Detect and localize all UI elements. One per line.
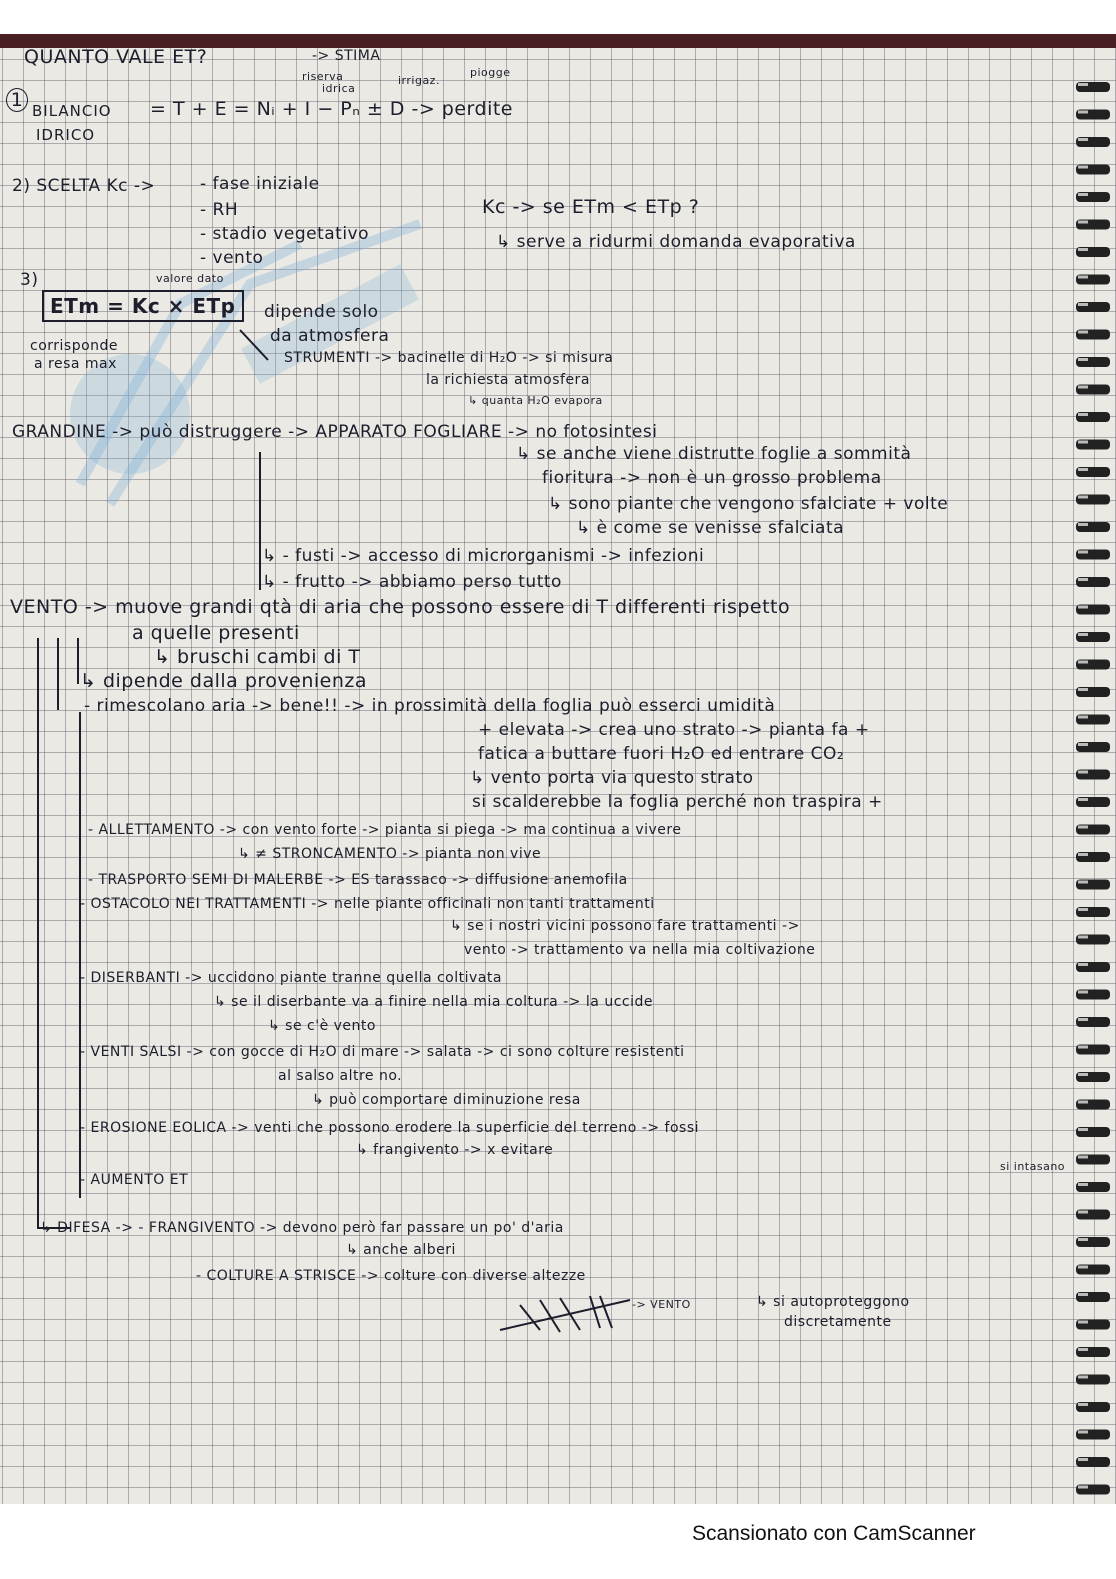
spiral-ring-highlight (1078, 1376, 1088, 1379)
note-piogge: piogge (470, 66, 511, 79)
spiral-ring-highlight (1078, 743, 1088, 746)
ostacolo-line-1: - OSTACOLO NEI TRATTAMENTI -> nelle piante officinali non tanti trattamenti (80, 896, 655, 912)
spiral-ring-highlight (1078, 1183, 1088, 1186)
page-title: QUANTO VALE ET? (24, 46, 208, 68)
grandine-frutto: ↳ - frutto -> abbiamo perso tutto (262, 572, 562, 592)
grandine-line-4: ↳ è come se venisse sfalciata (576, 518, 845, 538)
spiral-ring-highlight (1078, 963, 1088, 966)
spiral-ring-highlight (1078, 551, 1088, 554)
richiesta-line: la richiesta atmosfera (426, 372, 590, 388)
spiral-ring-highlight (1078, 386, 1088, 389)
diserbanti-line-2: ↳ se il diserbante va a finire nella mia coltura -> la uccide (214, 994, 653, 1010)
vento-line-3: ↳ dipende dalla provenienza (80, 670, 368, 692)
erosione-line-2: ↳ frangivento -> x evitare (356, 1142, 554, 1158)
spiral-ring-highlight (1078, 496, 1088, 499)
note-idrica: idrica (322, 82, 356, 95)
section-1-number: 1 (6, 88, 28, 112)
autoproteggono-line-2: discretamente (784, 1314, 892, 1330)
diserbanti-line-3: ↳ se c'è vento (268, 1018, 376, 1034)
bilancio-formula: = T + E = Nᵢ + I − Pₙ ± D -> perdite (150, 98, 513, 120)
spiral-binding (1076, 74, 1116, 1504)
spiral-ring-highlight (1078, 716, 1088, 719)
salsi-line-2: al salso altre no. (278, 1068, 403, 1084)
kc-question: Kc -> se ETm < ETp ? (482, 196, 700, 218)
vento-line-1: a quelle presenti (132, 622, 300, 644)
spiral-ring-highlight (1078, 936, 1088, 939)
erosione-line-1: - EROSIONE EOLICA -> venti che possono erodere la superficie del terreno -> fossi (80, 1120, 700, 1136)
rimescolano-line-4: ↳ vento porta via questo strato (470, 768, 754, 788)
spiral-ring-highlight (1078, 853, 1088, 856)
vento-label: -> VENTO (632, 1298, 691, 1311)
section-3-number: 3) (20, 270, 39, 290)
spiral-ring-highlight (1078, 1238, 1088, 1241)
salsi-line-3: ↳ può comportare diminuzione resa (312, 1092, 581, 1108)
difesa-line-2: ↳ anche alberi (346, 1242, 456, 1258)
colture-strisce-line: - COLTURE A STRISCE -> colture con diverse altezze (196, 1268, 586, 1284)
spiral-ring-highlight (1078, 166, 1088, 169)
grandine-line-2: fioritura -> non è un grosso problema (542, 468, 882, 488)
erosione-line-3: si intasano (1000, 1160, 1066, 1173)
kc-item-3: - stadio vegetativo (200, 224, 369, 244)
spiral-ring-highlight (1078, 1431, 1088, 1434)
autoproteggono-line-1: ↳ si autoproteggono (756, 1294, 910, 1310)
corrisponde-line-2: a resa max (34, 356, 117, 372)
spiral-ring-highlight (1078, 358, 1088, 361)
aumento-et-line: - AUMENTO ET (80, 1172, 189, 1188)
diserbanti-line-1: - DISERBANTI -> uccidono piante tranne quella coltivata (80, 970, 502, 986)
dipende-line-2: da atmosfera (270, 326, 390, 346)
dipende-line-1: dipende solo (264, 302, 379, 322)
spiral-ring-highlight (1078, 1018, 1088, 1021)
corrisponde-line-1: corrisponde (30, 338, 119, 354)
spiral-ring-highlight (1078, 303, 1088, 306)
difesa-line-1: ↳ DIFESA -> - FRANGIVENTO -> devono però far passare un po' d'aria (40, 1220, 564, 1236)
spiral-ring-highlight (1078, 138, 1088, 141)
spiral-ring-highlight (1078, 826, 1088, 829)
kc-item-4: - vento (200, 248, 264, 268)
spiral-ring-highlight (1078, 1046, 1088, 1049)
strumenti-line: STRUMENTI -> bacinelle di H₂O -> si misura (284, 350, 614, 366)
spiral-ring-highlight (1078, 908, 1088, 911)
spiral-ring-highlight (1078, 523, 1088, 526)
kc-item-2: - RH (200, 200, 239, 220)
vento-heading: VENTO -> muove grandi qtà di aria che possono essere di T differenti rispetto (10, 596, 791, 618)
spiral-ring-highlight (1078, 688, 1088, 691)
ostacolo-line-3: vento -> trattamento va nella mia coltivazione (464, 942, 816, 958)
spiral-ring-highlight (1078, 1101, 1088, 1104)
bilancio-label: BILANCIO (32, 102, 112, 120)
grandine-heading: GRANDINE -> può distruggere -> APPARATO FOGLIARE -> no fotosintesi (12, 422, 658, 442)
spiral-ring-highlight (1078, 83, 1088, 86)
camscanner-footer: Scansionato con CamScanner (692, 1522, 976, 1545)
rimescolano-line-1: - rimescolano aria -> bene!! -> in prossimità della foglia può esserci umidità (84, 696, 776, 716)
valore-dato-note: valore dato (156, 272, 224, 285)
spiral-ring-highlight (1078, 1266, 1088, 1269)
note-riserva: riserva (302, 70, 344, 83)
spiral-ring-highlight (1078, 991, 1088, 994)
ostacolo-line-2: ↳ se i nostri vicini possono fare trattamenti -> (450, 918, 800, 934)
note-irrigaz: irrigaz. (398, 74, 440, 87)
spiral-ring-highlight (1078, 1293, 1088, 1296)
etm-formula-box: ETm = Kc × ETp (42, 290, 244, 322)
spiral-ring-highlight (1078, 661, 1088, 664)
spiral-ring-highlight (1078, 578, 1088, 581)
spiral-ring-highlight (1078, 441, 1088, 444)
grandine-line-1: ↳ se anche viene distrutte foglie a sommità (516, 444, 912, 464)
spiral-ring-highlight (1078, 248, 1088, 251)
spiral-ring-highlight (1078, 221, 1088, 224)
spiral-ring-highlight (1078, 111, 1088, 114)
trasporto-line: - TRASPORTO SEMI DI MALERBE -> ES tarassaco -> diffusione anemofila (88, 872, 628, 888)
kc-item-1: - fase iniziale (200, 174, 320, 194)
spiral-ring-highlight (1078, 1458, 1088, 1461)
spiral-ring-highlight (1078, 1403, 1088, 1406)
grandine-fusti: ↳ - fusti -> accesso di microrganismi -> infezioni (262, 546, 705, 566)
kc-answer: ↳ serve a ridurmi domanda evaporativa (496, 232, 856, 252)
spiral-ring-highlight (1078, 413, 1088, 416)
spiral-ring-highlight (1078, 193, 1088, 196)
spiral-ring-highlight (1078, 1211, 1088, 1214)
scelta-kc-label: 2) SCELTA Kc -> (12, 176, 156, 196)
idrico-label: IDRICO (36, 126, 96, 144)
title-stima: -> STIMA (312, 48, 381, 64)
spiral-ring-highlight (1078, 1128, 1088, 1131)
spiral-ring-highlight (1078, 1073, 1088, 1076)
grandine-line-3: ↳ sono piante che vengono sfalciate + volte (548, 494, 949, 514)
allettamento-line: - ALLETTAMENTO -> con vento forte -> pianta si piega -> ma continua a vivere (88, 822, 682, 838)
spiral-ring-highlight (1078, 276, 1088, 279)
spiral-ring-highlight (1078, 771, 1088, 774)
spiral-ring-highlight (1078, 331, 1088, 334)
spiral-ring-highlight (1078, 606, 1088, 609)
spiral-ring-highlight (1078, 1348, 1088, 1351)
spiral-ring-highlight (1078, 1156, 1088, 1159)
vento-line-2: ↳ bruschi cambi di T (154, 646, 361, 668)
quanta-line: ↳ quanta H₂O evapora (468, 394, 603, 407)
spiral-ring-highlight (1078, 468, 1088, 471)
rimescolano-line-5: si scalderebbe la foglia perché non traspira + (472, 792, 883, 812)
rimescolano-line-3: fatica a buttare fuori H₂O ed entrare CO₂ (478, 744, 845, 764)
spiral-ring-highlight (1078, 633, 1088, 636)
spiral-ring-highlight (1078, 1321, 1088, 1324)
rimescolano-line-2: + elevata -> crea uno strato -> pianta fa + (478, 720, 870, 740)
salsi-line-1: - VENTI SALSI -> con gocce di H₂O di mare -> salata -> ci sono colture resistenti (80, 1044, 685, 1060)
spiral-ring-highlight (1078, 1486, 1088, 1489)
spiral-ring-highlight (1078, 798, 1088, 801)
spiral-ring-highlight (1078, 881, 1088, 884)
stroncamento-line: ↳ ≠ STRONCAMENTO -> pianta non vive (238, 846, 542, 862)
